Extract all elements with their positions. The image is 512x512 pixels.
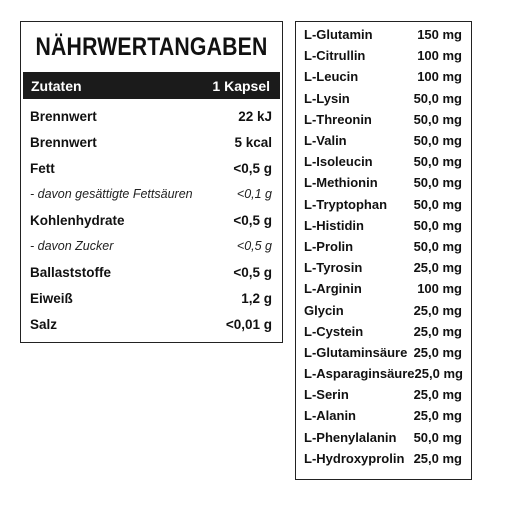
nutrition-row bbox=[21, 207, 282, 233]
amino-name: L-Glutaminsäure bbox=[304, 344, 408, 360]
amino-row bbox=[296, 427, 471, 448]
amino-row bbox=[296, 45, 471, 66]
amino-row bbox=[296, 257, 471, 278]
amino-name: L-Glutamin bbox=[304, 27, 373, 43]
amino-row bbox=[296, 215, 471, 236]
header-label: Zutaten bbox=[31, 77, 82, 94]
nutrient-value: <0,5 g bbox=[233, 264, 272, 280]
nutrient-value: <0,5 g bbox=[233, 212, 272, 228]
amino-amount: 25,0 mg bbox=[414, 366, 463, 382]
amino-row bbox=[296, 88, 471, 109]
amino-name: L-Prolin bbox=[304, 238, 354, 254]
amino-row bbox=[296, 236, 471, 257]
amino-name: L-Citrullin bbox=[304, 48, 366, 64]
amino-amount: 25,0 mg bbox=[413, 323, 462, 339]
amino-row bbox=[296, 299, 471, 320]
amino-row bbox=[296, 448, 471, 469]
nutrition-row bbox=[21, 259, 282, 285]
nutrient-label: Salz bbox=[30, 316, 58, 332]
nutrient-value: <0,1 g bbox=[236, 187, 272, 201]
amino-name: L-Phenylalanin bbox=[304, 429, 397, 445]
amino-name: L-Valin bbox=[304, 133, 347, 149]
nutrient-label: - davon gesättigte Fettsäuren bbox=[30, 187, 193, 201]
amino-amount: 50,0 mg bbox=[413, 133, 462, 149]
amino-row bbox=[296, 342, 471, 363]
amino-name: Glycin bbox=[304, 302, 344, 318]
amino-row bbox=[296, 24, 471, 45]
amino-name: L-Methionin bbox=[304, 175, 378, 191]
amino-row bbox=[296, 384, 471, 405]
amino-amount: 100 mg bbox=[417, 48, 462, 64]
amino-amount: 50,0 mg bbox=[413, 111, 462, 127]
amino-name: L-Alanin bbox=[304, 408, 356, 424]
nutrient-label: Kohlenhydrate bbox=[30, 212, 125, 228]
amino-amount: 50,0 mg bbox=[413, 429, 462, 445]
amino-amount: 150 mg bbox=[417, 27, 462, 43]
nutrition-row bbox=[21, 285, 282, 311]
nutrient-value: <0,5 g bbox=[236, 239, 272, 253]
nutrition-title: NÄHRWERTANGABEN bbox=[35, 32, 268, 61]
amino-amount: 100 mg bbox=[417, 281, 462, 297]
nutrient-label: - davon Zucker bbox=[30, 239, 114, 253]
amino-row bbox=[296, 363, 471, 384]
amino-row bbox=[296, 278, 471, 299]
amino-name: L-Histidin bbox=[304, 217, 364, 233]
nutrient-label: Brennwert bbox=[30, 134, 97, 150]
nutrition-header-bar bbox=[23, 72, 280, 99]
amino-amount: 25,0 mg bbox=[413, 302, 462, 318]
amino-name: L-Isoleucin bbox=[304, 154, 373, 170]
nutrient-value: 22 kJ bbox=[238, 108, 272, 124]
amino-row bbox=[296, 405, 471, 426]
nutrition-list bbox=[21, 99, 282, 337]
amino-amount: 50,0 mg bbox=[413, 238, 462, 254]
amino-name: L-Leucin bbox=[304, 69, 359, 85]
amino-row bbox=[296, 130, 471, 151]
nutrition-subrow bbox=[21, 181, 282, 207]
nutrient-value: 1,2 g bbox=[241, 290, 272, 306]
nutrition-row bbox=[21, 311, 282, 337]
amino-amount: 25,0 mg bbox=[413, 344, 462, 360]
nutrient-label: Fett bbox=[30, 160, 55, 176]
amino-amount: 50,0 mg bbox=[413, 175, 462, 191]
amino-row bbox=[296, 66, 471, 87]
amino-name: L-Threonin bbox=[304, 111, 372, 127]
nutrient-value: 5 kcal bbox=[234, 134, 272, 150]
amino-amount: 50,0 mg bbox=[413, 217, 462, 233]
amino-row bbox=[296, 151, 471, 172]
amino-acid-panel bbox=[295, 21, 472, 480]
amino-amount: 25,0 mg bbox=[413, 450, 462, 466]
amino-amount: 50,0 mg bbox=[413, 154, 462, 170]
nutrition-facts-panel bbox=[20, 21, 283, 343]
amino-name: L-Tyrosin bbox=[304, 260, 363, 276]
amino-amount: 25,0 mg bbox=[413, 260, 462, 276]
amino-name: L-Hydroxyprolin bbox=[304, 450, 405, 466]
amino-amount: 50,0 mg bbox=[413, 90, 462, 106]
nutrition-row bbox=[21, 155, 282, 181]
amino-name: L-Lysin bbox=[304, 90, 350, 106]
nutrient-value: <0,01 g bbox=[225, 316, 272, 332]
nutrition-subrow bbox=[21, 233, 282, 259]
amino-row bbox=[296, 172, 471, 193]
nutrition-row bbox=[21, 129, 282, 155]
nutrient-label: Brennwert bbox=[30, 108, 97, 124]
amino-amount: 25,0 mg bbox=[413, 408, 462, 424]
amino-name: L-Cystein bbox=[304, 323, 364, 339]
amino-amount: 50,0 mg bbox=[413, 196, 462, 212]
amino-row bbox=[296, 109, 471, 130]
nutrient-label: Eiweiß bbox=[30, 290, 73, 306]
header-value: 1 Kapsel bbox=[212, 77, 270, 94]
amino-row bbox=[296, 194, 471, 215]
amino-amount: 25,0 mg bbox=[413, 387, 462, 403]
amino-name: L-Asparaginsäure bbox=[304, 366, 415, 382]
amino-row bbox=[296, 321, 471, 342]
amino-name: L-Arginin bbox=[304, 281, 362, 297]
amino-amount: 100 mg bbox=[417, 69, 462, 85]
nutrition-row bbox=[21, 103, 282, 129]
amino-name: L-Serin bbox=[304, 387, 349, 403]
nutrient-label: Ballaststoffe bbox=[30, 264, 112, 280]
nutrient-value: <0,5 g bbox=[233, 160, 272, 176]
amino-name: L-Tryptophan bbox=[304, 196, 388, 212]
